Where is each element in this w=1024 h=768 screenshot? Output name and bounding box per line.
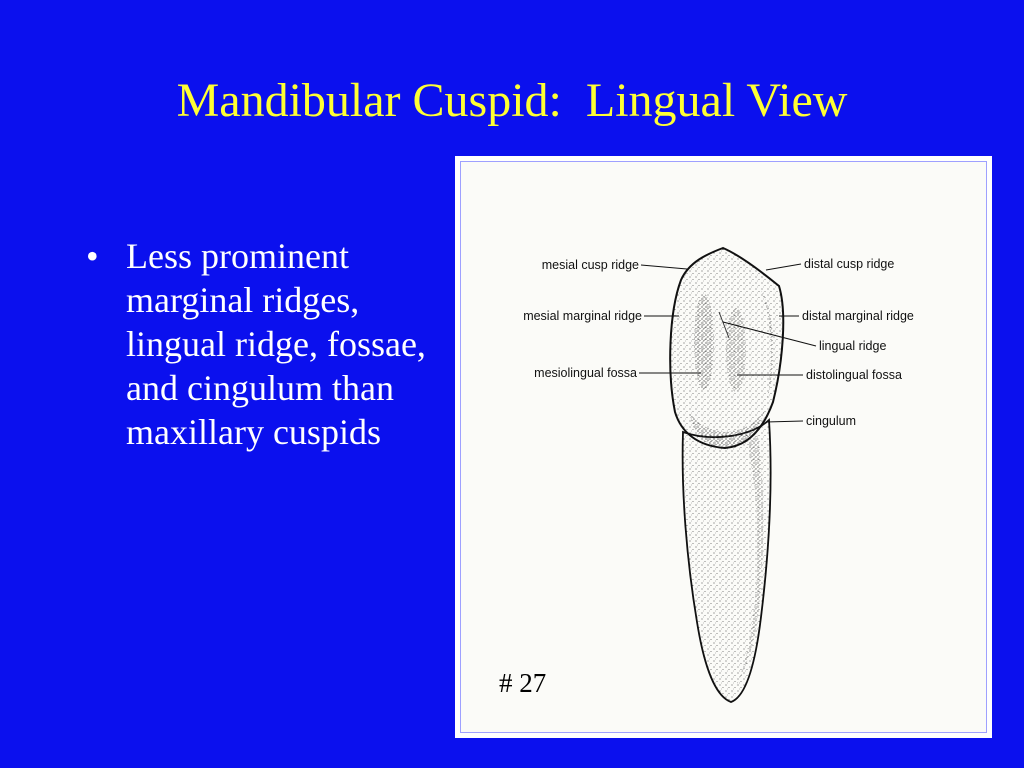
label-distal-marginal-ridge: distal marginal ridge [802, 309, 914, 323]
bullet-marker: • [86, 236, 99, 276]
label-mesiolingual-fossa: mesiolingual fossa [534, 366, 637, 380]
bullet-text: Less prominent marginal ridges, lingual ridge, fossae, and cingulum than maxillary cuspids [126, 236, 426, 452]
bullet-item [84, 234, 454, 454]
bullet-list [84, 234, 454, 454]
label-mesial-marginal-ridge: mesial marginal ridge [523, 309, 642, 323]
label-mesial-cusp-ridge: mesial cusp ridge [541, 258, 639, 272]
figure-number: # 27 [499, 668, 547, 698]
label-distolingual-fossa: distolingual fossa [806, 368, 902, 382]
tooth-figure [460, 161, 987, 733]
tooth-figure-frame [455, 156, 992, 738]
mesiolingual-fossa-shading [694, 294, 714, 390]
label-lingual-ridge: lingual ridge [819, 339, 887, 353]
label-cingulum: cingulum [806, 414, 857, 428]
label-distal-cusp-ridge: distal cusp ridge [804, 257, 895, 271]
tooth-diagram [461, 162, 992, 738]
slide-title: Mandibular Cuspid: Lingual View [176, 74, 848, 127]
distolingual-fossa-shading [726, 308, 746, 392]
